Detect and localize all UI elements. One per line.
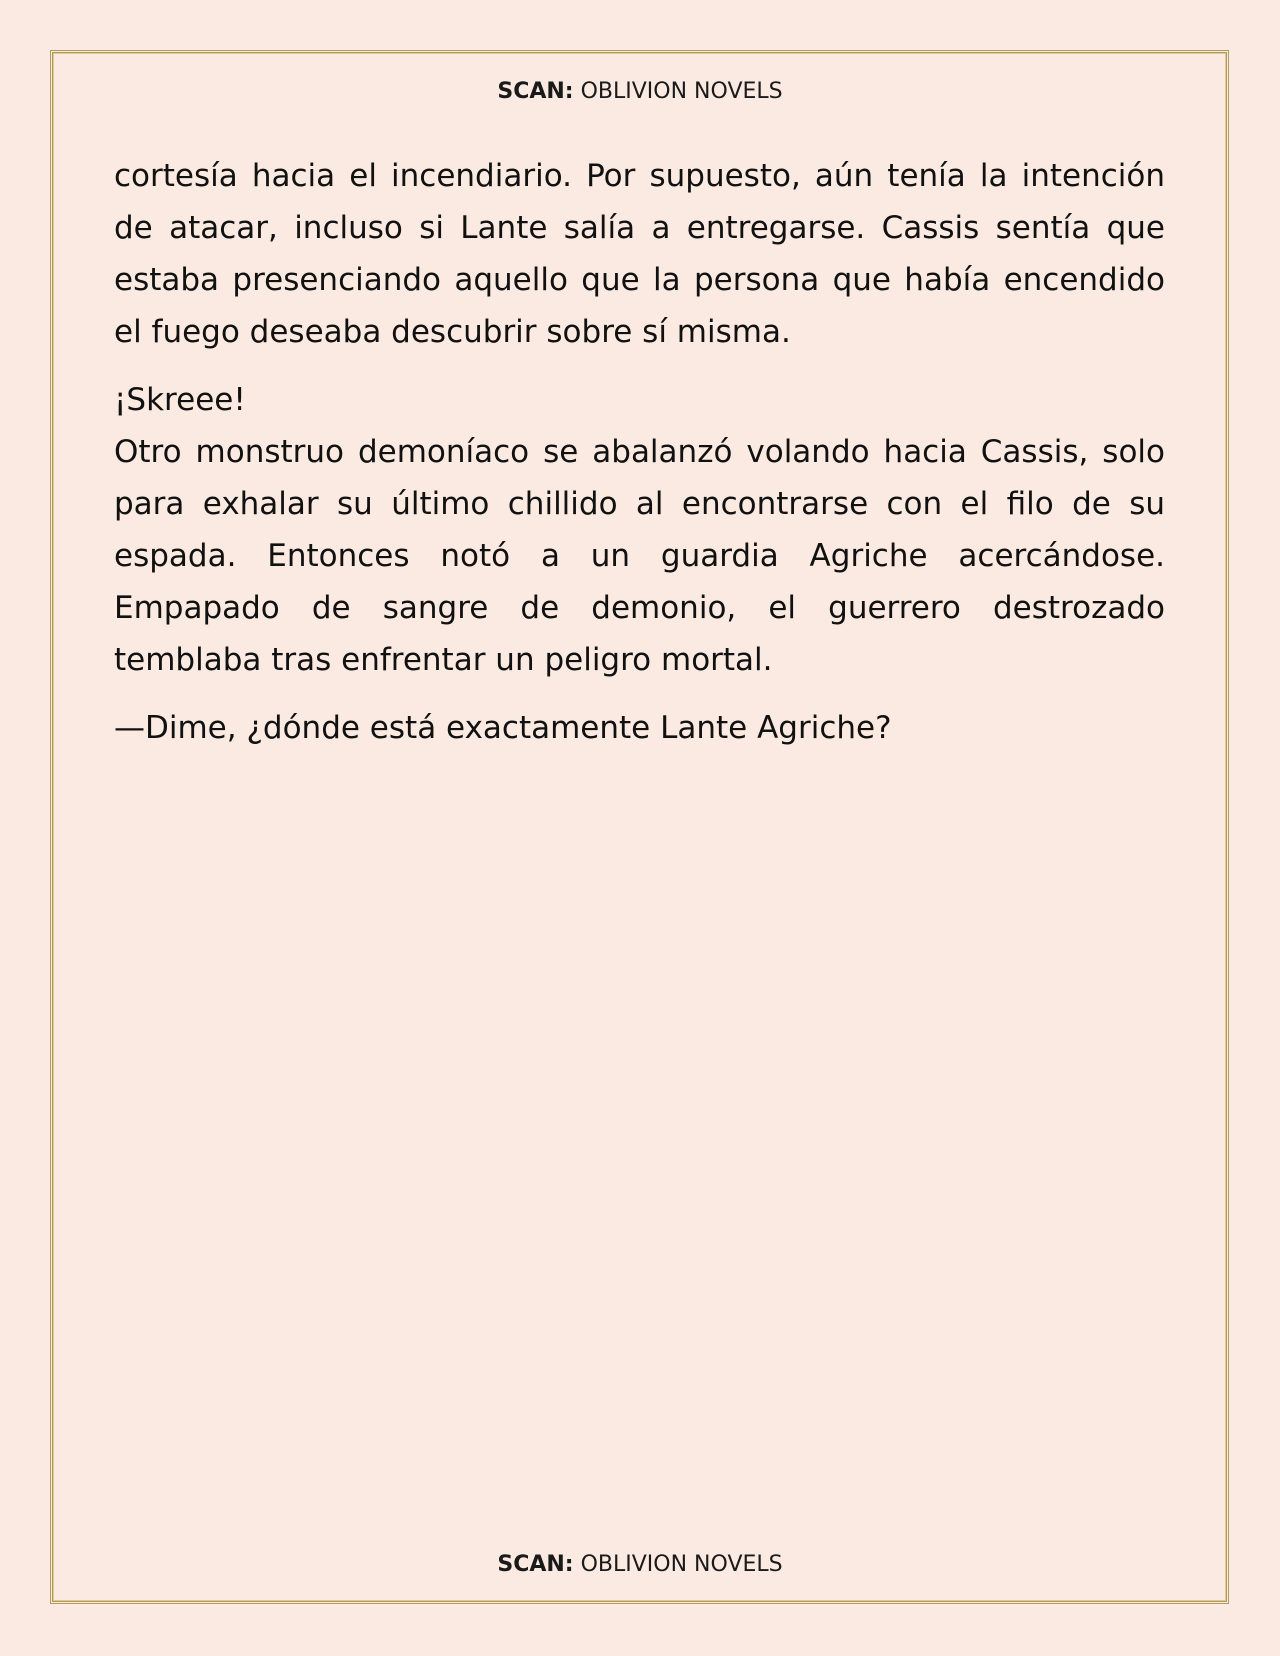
page-body — [114, 150, 1165, 770]
footer-source: OBLIVION NOVELS — [580, 1552, 783, 1577]
paragraph-sound-effect: ¡Skreee! — [114, 382, 246, 418]
header-source: OBLIVION NOVELS — [580, 79, 783, 104]
header-label: SCAN: — [497, 79, 574, 104]
page-footer — [0, 1551, 1280, 1579]
paragraph: cortesía hacia el incendiario. Por supuesto, aún tenía la intención de atacar, incluso si Lante salía a entregarse. Cassis sentía que estaba presenciando aquello que la persona que había encendido el fuego deseaba descubrir sobre sí misma. — [114, 158, 1165, 350]
paragraph: Otro monstruo demoníaco se abalanzó volando hacia Cassis, solo para exhalar su último chillido al encontrarse con el filo de su espada. Entonces notó a un guardia Agriche acercándose. Empapado de sangre de demonio, el guerrero destrozado temblaba tras enfrentar un peligro mortal. — [114, 434, 1165, 678]
page-header — [0, 78, 1280, 106]
footer-label: SCAN: — [497, 1552, 574, 1577]
paragraph-dialogue: —Dime, ¿dónde está exactamente Lante Agriche? — [114, 710, 892, 746]
